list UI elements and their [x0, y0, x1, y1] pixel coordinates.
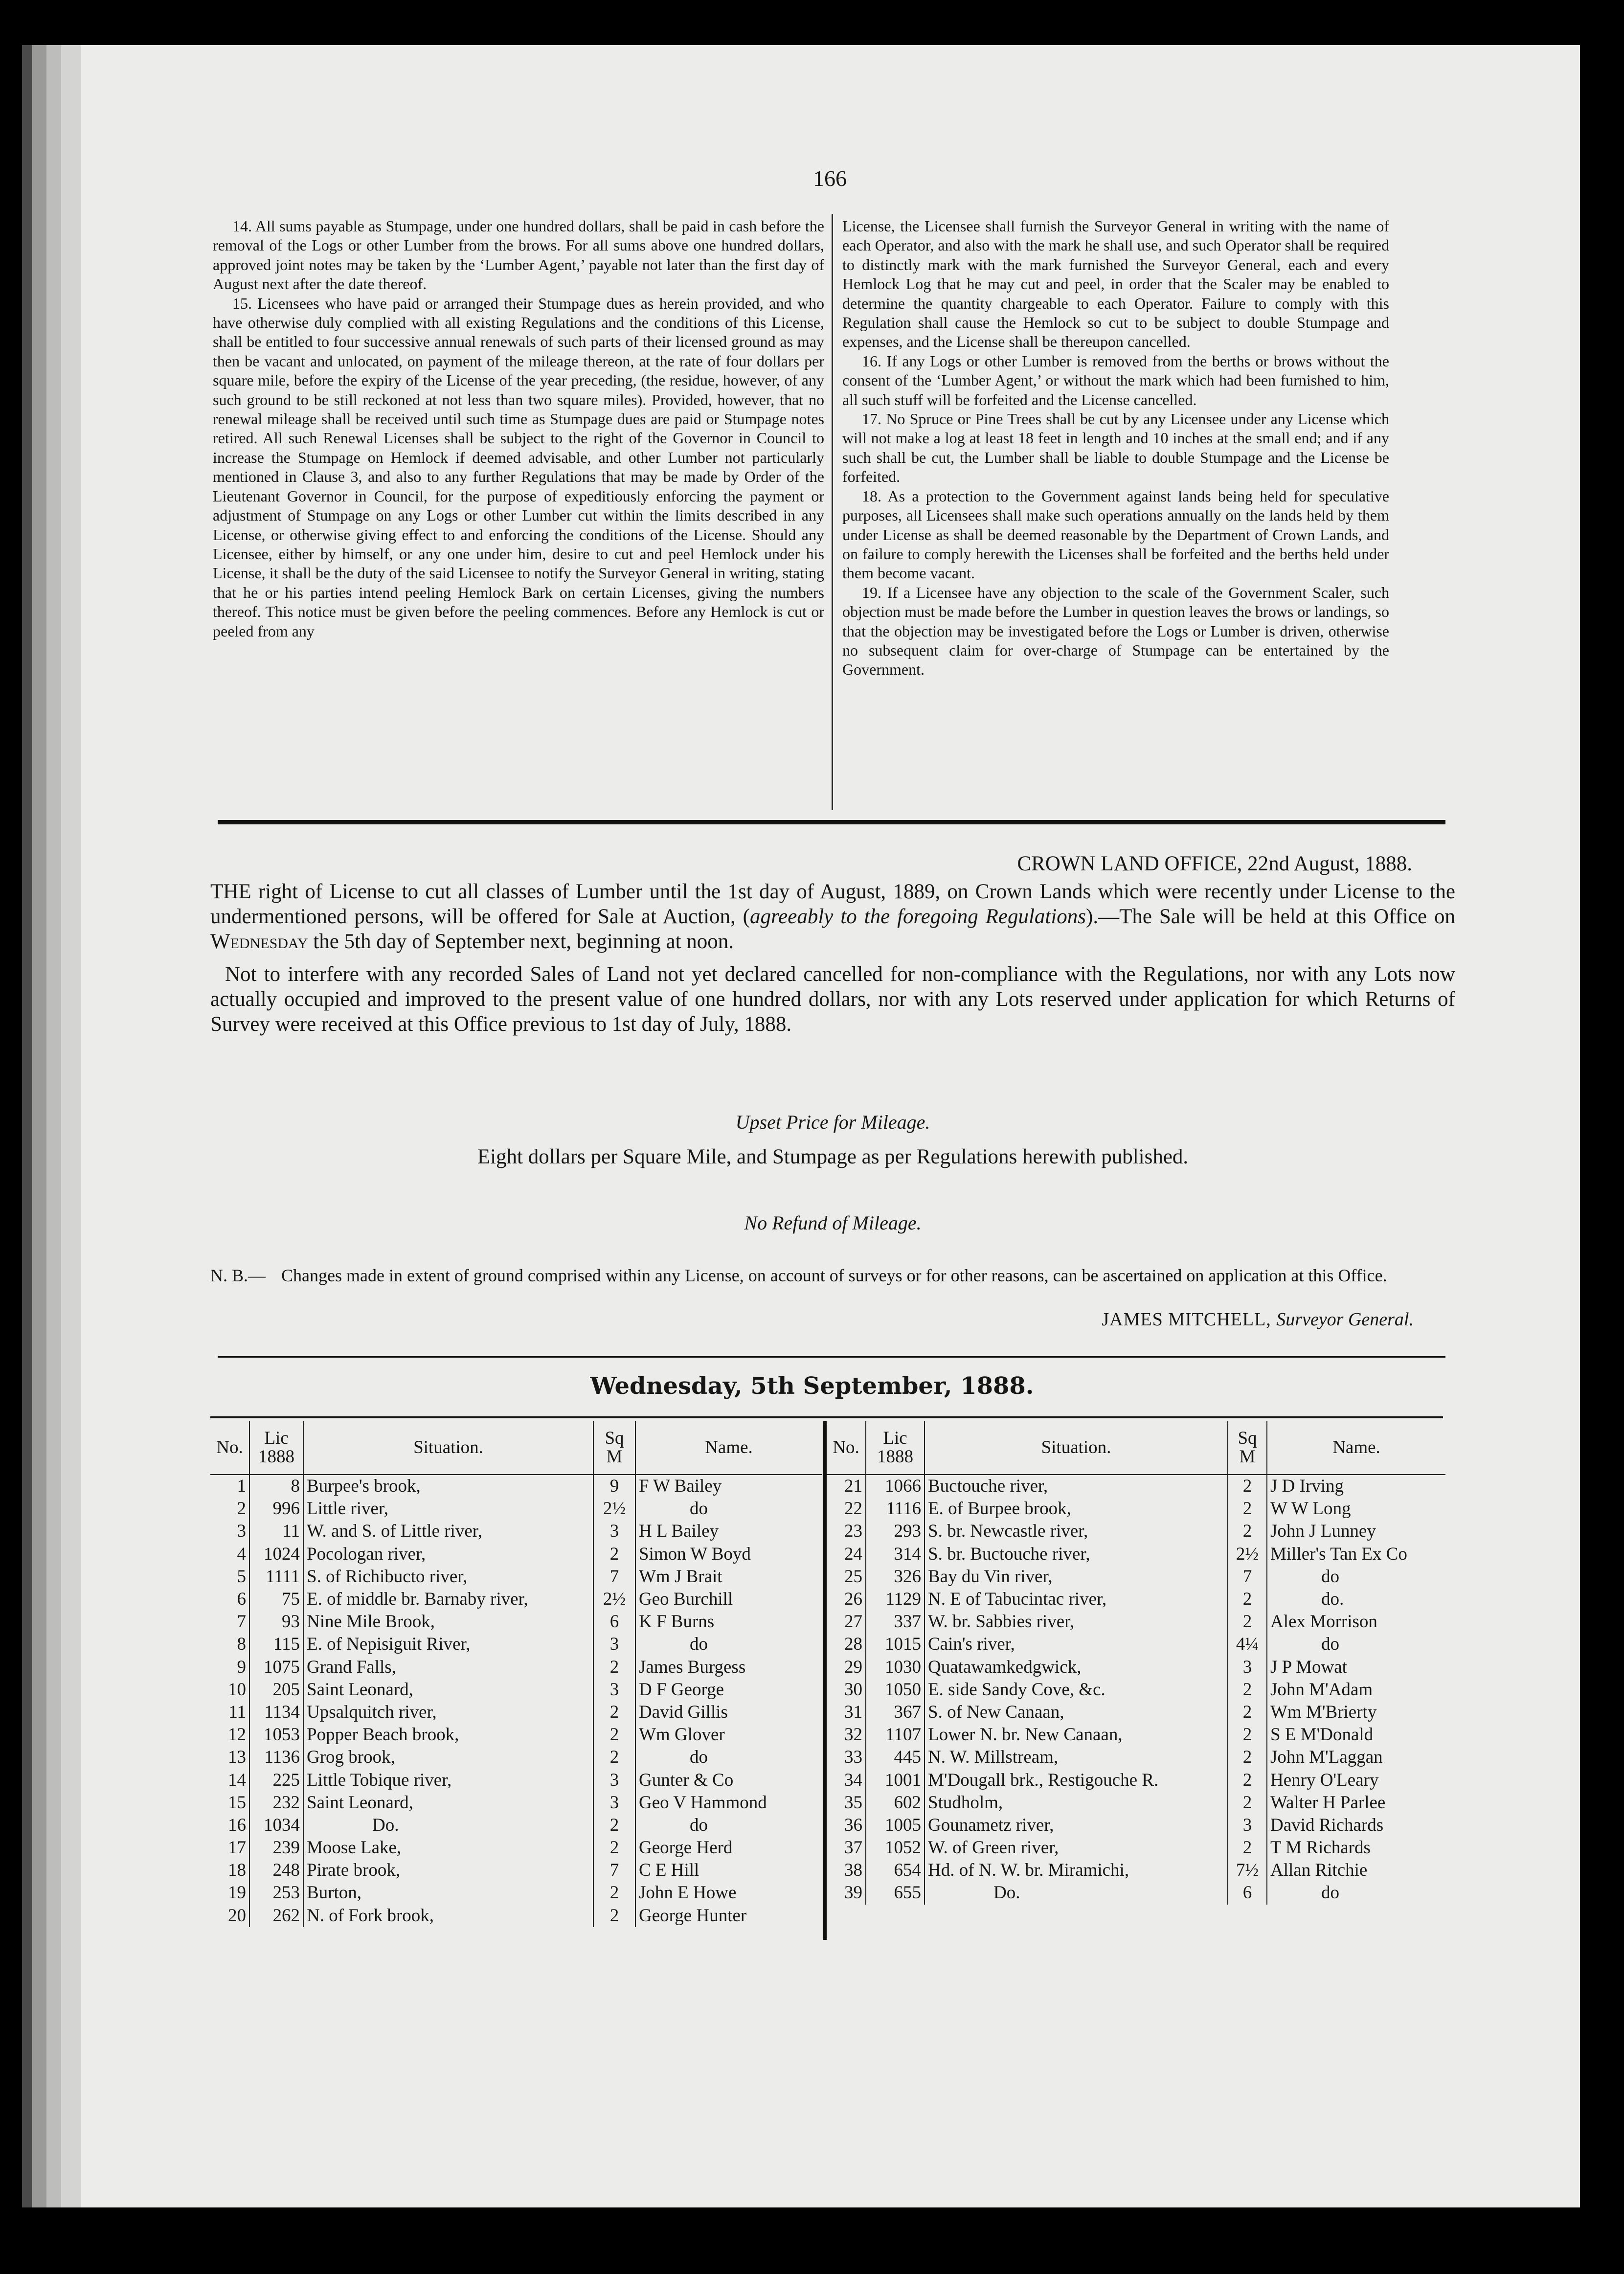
license-number: 996 — [249, 1498, 303, 1520]
licensee-name-cell: Walter H Parlee — [1270, 1792, 1386, 1813]
licensee-name-cell: Wm M'Brierty — [1270, 1702, 1377, 1722]
square-miles-cell: 4¼ — [1228, 1633, 1267, 1656]
regulation-18: 18. As a protection to the Government against lands being held for speculative purposes, all Licensees shall make such operations annually on the lands held by them under License as shall be deemed reasonable by the Department of Crown Lands, and on failure to comply herewith the Licenses shall be forfeited and the berths held under them become vacant. — [842, 487, 1389, 582]
square-miles-cell: 3 — [593, 1520, 635, 1543]
situation-cell: Saint Leonard, — [303, 1792, 593, 1814]
notice-text: the 5th day of September next, beginning at noon. — [308, 930, 734, 953]
table-row — [210, 1656, 822, 1679]
license-number: 655 — [866, 1882, 925, 1904]
row-number: 27 — [827, 1611, 866, 1633]
table-row — [827, 1701, 1445, 1724]
license-number: 602 — [866, 1792, 925, 1814]
licensee-name-cell: David Gillis — [639, 1702, 728, 1722]
licensee-name-cell: George Hunter — [639, 1905, 747, 1926]
row-number: 16 — [210, 1814, 249, 1837]
header-situation: Situation. — [303, 1421, 593, 1475]
square-miles-cell: 3 — [593, 1792, 635, 1814]
square-miles-cell: 2 — [1228, 1769, 1267, 1791]
license-number: 1129 — [866, 1588, 925, 1611]
table-divider — [823, 1421, 827, 1940]
row-number: 17 — [210, 1837, 249, 1859]
section-rule — [218, 820, 1445, 824]
table-row — [210, 1701, 822, 1724]
licensee-name-cell: Henry O'Leary — [1270, 1770, 1379, 1790]
header-lic-top: Lic — [264, 1428, 289, 1448]
price-statement: Eight dollars per Square Mile, and Stumpage as per Regulations herewith published. — [477, 1145, 1189, 1168]
schedule-title: Wednesday, 5th September, 1888. — [590, 1372, 1034, 1400]
row-number: 18 — [210, 1859, 249, 1882]
license-number: 367 — [866, 1701, 925, 1724]
regulation-15: 15. Licensees who have paid or arranged their Stumpage dues as herein provided, and who have otherwise duly complied with all existing Regulations and the conditions of this License, shall be entitled to four successive annual renewals of such parts of their licensed ground as may then be vacant and unlocated, on payment of the mileage thereon, at the rate of four dollars per square mile, before the expiry of the License of the year preceding, (the residue, however, of any such ground to be still reckoned at not less than two square miles). Provided, however, that no renewal mileage shall be received until such time as Stumpage dues are paid or Stumpage notes retired. All such Renewal Licenses shall be subject to the right of the Governor in Council to increase the Stumpage on Hemlock if deemed advisable, and other Lumber not particularly mentioned in Clause 3, and also to any further Regulations that may be made by Order of the Lieutenant Governor in Council, for the purpose of expeditiously enforcing the payment or adjustment of Stumpage on any Logs or other Lumber cut within the limits described in any License, or otherwise giving effect to and enforcing the conditions of the License. Should any Licensee, either by himself, or any one under him, desire to cut and peel Hemlock under his License, it shall be the duty of the said Licensee to notify the Surveyor General in writing, stating that he or his parties intend peeling Hemlock Bark on certain Licenses, giving the numbers thereof. This notice must be given before the peeling commences. Before any Hemlock is cut or peeled from any — [213, 294, 824, 640]
license-number: 115 — [249, 1633, 303, 1656]
situation-cell: Lower N. br. New Canaan, — [925, 1724, 1228, 1746]
square-miles-cell: 6 — [1228, 1882, 1267, 1904]
licensee-name-cell: H L Bailey — [639, 1521, 719, 1542]
table-row — [827, 1724, 1445, 1746]
license-number: 314 — [866, 1543, 925, 1566]
situation-cell: Little river, — [303, 1498, 593, 1520]
licensee-name-cell: do — [1321, 1566, 1339, 1587]
square-miles-cell: 7 — [593, 1859, 635, 1882]
licensee-name-cell: David Richards — [1270, 1815, 1384, 1835]
header-name: Name. — [1267, 1421, 1445, 1475]
table-row — [210, 1543, 822, 1566]
row-number: 20 — [210, 1905, 249, 1927]
licensee-name-cell: John M'Laggan — [1270, 1747, 1383, 1768]
situation-cell: Gounametz river, — [925, 1814, 1228, 1837]
table-row — [827, 1498, 1445, 1520]
situation-cell: N. of Fork brook, — [303, 1905, 593, 1927]
notice-day: Wednesday — [210, 930, 308, 953]
schedule-rule — [218, 1356, 1445, 1358]
square-miles-cell: 2 — [593, 1905, 635, 1927]
table-row — [210, 1520, 822, 1543]
license-number: 248 — [249, 1859, 303, 1882]
row-number: 30 — [827, 1679, 866, 1701]
table-row — [210, 1724, 822, 1746]
row-number: 7 — [210, 1611, 249, 1633]
square-miles-cell: 2 — [593, 1746, 635, 1769]
situation-cell: Buctouche river, — [925, 1475, 1228, 1498]
table-row — [210, 1498, 822, 1520]
licensee-name-cell: Alex Morrison — [1270, 1612, 1377, 1632]
notice-text: THE right of License to cut all classes of Lumber until the 1st day of August, 1889, on Crown Lands which were recently under License to the undermentioned persons, will be offered for Sale at Auction, ( — [210, 880, 1455, 928]
licensee-name-cell: James Burgess — [639, 1657, 746, 1677]
header-lic-bottom: 1888 — [877, 1447, 913, 1467]
licensee-name-cell: Geo Burchill — [639, 1589, 733, 1610]
situation-cell: Grog brook, — [303, 1746, 593, 1769]
license-number: 253 — [249, 1882, 303, 1904]
situation-cell: Cain's river, — [925, 1633, 1228, 1656]
situation-cell: Burpee's brook, — [303, 1475, 593, 1498]
table-row — [827, 1475, 1445, 1498]
license-number: 205 — [249, 1679, 303, 1701]
licensee-name-cell: J P Mowat — [1270, 1657, 1347, 1677]
license-number: 1116 — [866, 1498, 925, 1520]
header-lic — [249, 1421, 303, 1475]
header-no: No. — [210, 1421, 249, 1475]
license-table-right — [827, 1421, 1445, 1905]
row-number: 12 — [210, 1724, 249, 1746]
situation-cell: W. br. Sabbies river, — [925, 1611, 1228, 1633]
situation-cell: W. of Green river, — [925, 1837, 1228, 1859]
license-number: 1107 — [866, 1724, 925, 1746]
regulation-15-continued: License, the Licensee shall furnish the Surveyor General in writing with the name of each Operator, and also with the mark he shall use, and such Operator shall be required to distinctly mark with the mark furnished the Surveyor General, each and every Hemlock Log that he may cut and peel, in order that the Scaler may be enabled to determine the quantity chargeable to each Operator. Failure to comply with this Regulation shall cause the Hemlock so cut to be subject to double Stumpage and expenses, and the License shall be thereupon cancelled. — [842, 217, 1389, 351]
row-number: 10 — [210, 1679, 249, 1701]
license-number: 1034 — [249, 1814, 303, 1837]
header-sqm — [593, 1421, 635, 1475]
situation-cell: Saint Leonard, — [303, 1679, 593, 1701]
licensee-name-cell: John J Lunney — [1270, 1521, 1376, 1542]
row-number: 4 — [210, 1543, 249, 1566]
situation-cell: Upsalquitch river, — [303, 1701, 593, 1724]
square-miles-cell: 2½ — [1228, 1543, 1267, 1566]
table-row — [827, 1543, 1445, 1566]
licensee-name-cell: do — [1321, 1883, 1339, 1903]
license-table-left — [210, 1421, 822, 1927]
situation-cell: Moose Lake, — [303, 1837, 593, 1859]
license-number: 293 — [866, 1520, 925, 1543]
situation-cell: Popper Beach brook, — [303, 1724, 593, 1746]
table-row — [827, 1859, 1445, 1882]
table-row — [210, 1905, 822, 1927]
table-row — [827, 1882, 1445, 1904]
license-number: 337 — [866, 1611, 925, 1633]
licensee-name-cell: Wm Glover — [639, 1725, 725, 1745]
signature-name: JAMES MITCHELL, — [1102, 1309, 1271, 1330]
table-row — [210, 1633, 822, 1656]
situation-cell: N. W. Millstream, — [925, 1746, 1228, 1769]
license-number: 1075 — [249, 1656, 303, 1679]
page-number: 166 — [813, 166, 847, 191]
row-number: 2 — [210, 1498, 249, 1520]
situation-cell: S. br. Newcastle river, — [925, 1520, 1228, 1543]
notice-italic-text: agreeably to the foregoing Regulations — [750, 905, 1086, 928]
license-number: 1136 — [249, 1746, 303, 1769]
row-number: 32 — [827, 1724, 866, 1746]
license-number: 262 — [249, 1905, 303, 1927]
nb-note — [210, 1265, 1458, 1286]
license-number: 1053 — [249, 1724, 303, 1746]
table-row — [827, 1679, 1445, 1701]
license-number: 1001 — [866, 1769, 925, 1791]
table-row — [827, 1746, 1445, 1769]
square-miles-cell: 2 — [1228, 1724, 1267, 1746]
row-number: 29 — [827, 1656, 866, 1679]
table-row — [210, 1837, 822, 1859]
row-number: 6 — [210, 1588, 249, 1611]
table-row — [210, 1588, 822, 1611]
situation-cell: Pirate brook, — [303, 1859, 593, 1882]
table-row — [827, 1611, 1445, 1633]
table-header-row — [827, 1421, 1445, 1475]
header-sqm — [1228, 1421, 1267, 1475]
table-header-row — [210, 1421, 822, 1475]
square-miles-cell: 2 — [593, 1837, 635, 1859]
row-number: 34 — [827, 1769, 866, 1791]
license-number: 1052 — [866, 1837, 925, 1859]
license-number: 232 — [249, 1792, 303, 1814]
table-row — [827, 1566, 1445, 1588]
header-sqm-bottom: M — [606, 1447, 623, 1467]
row-number: 3 — [210, 1520, 249, 1543]
situation-cell: Pocologan river, — [303, 1543, 593, 1566]
row-number: 33 — [827, 1746, 866, 1769]
square-miles-cell: 2 — [1228, 1520, 1267, 1543]
licensee-name-cell: do — [690, 1499, 708, 1519]
situation-cell: W. and S. of Little river, — [303, 1520, 593, 1543]
licensee-name-cell: C E Hill — [639, 1860, 699, 1881]
row-number: 23 — [827, 1520, 866, 1543]
table-row — [827, 1520, 1445, 1543]
licensee-name-cell: Miller's Tan Ex Co — [1270, 1544, 1407, 1564]
row-number: 37 — [827, 1837, 866, 1859]
situation-cell: E. of middle br. Barnaby river, — [303, 1588, 593, 1611]
header-lic-bottom: 1888 — [258, 1447, 294, 1467]
square-miles-cell: 2 — [593, 1656, 635, 1679]
row-number: 5 — [210, 1566, 249, 1588]
situation-cell: Little Tobique river, — [303, 1769, 593, 1791]
row-number: 31 — [827, 1701, 866, 1724]
upset-price-heading: Upset Price for Mileage. — [735, 1111, 930, 1133]
notice-paragraph-2: Not to interfere with any recorded Sales of Land not yet declared cancelled for non-compliance with the Regulations, nor with any Lots now actually occupied and improved to the present value of one hundred dollars, nor with any Lots reserved under application for which Returns of Survey were received at this Office previous to 1st day of July, 1888. — [210, 963, 1455, 1036]
square-miles-cell: 3 — [1228, 1814, 1267, 1837]
square-miles-cell: 7½ — [1228, 1859, 1267, 1882]
table-row — [827, 1837, 1445, 1859]
square-miles-cell: 2 — [1228, 1701, 1267, 1724]
table-row — [827, 1588, 1445, 1611]
column-divider — [832, 214, 833, 810]
regulations-right-column — [842, 217, 1389, 680]
auction-notice — [210, 851, 1455, 1037]
row-number: 35 — [827, 1792, 866, 1814]
row-number: 38 — [827, 1859, 866, 1882]
situation-cell: M'Dougall brk., Restigouche R. — [925, 1769, 1228, 1791]
row-number: 21 — [827, 1475, 866, 1498]
table-row — [210, 1679, 822, 1701]
header-name: Name. — [635, 1421, 822, 1475]
row-number: 24 — [827, 1543, 866, 1566]
license-number: 445 — [866, 1746, 925, 1769]
row-number: 11 — [210, 1701, 249, 1724]
square-miles-cell: 6 — [593, 1611, 635, 1633]
row-number: 15 — [210, 1792, 249, 1814]
row-number: 9 — [210, 1656, 249, 1679]
header-no: No. — [827, 1421, 866, 1475]
row-number: 13 — [210, 1746, 249, 1769]
table-row — [827, 1814, 1445, 1837]
row-number: 1 — [210, 1475, 249, 1498]
square-miles-cell: 2 — [1228, 1475, 1267, 1498]
license-number: 93 — [249, 1611, 303, 1633]
table-row — [827, 1769, 1445, 1791]
square-miles-cell: 2 — [593, 1814, 635, 1837]
table-row — [210, 1566, 822, 1588]
notice-dateline: CROWN LAND OFFICE, 22nd August, 1888. — [1017, 852, 1412, 875]
row-number: 26 — [827, 1588, 866, 1611]
regulation-17: 17. No Spruce or Pine Trees shall be cut by any Licensee under any License which will not make a log at least 18 feet in length and 10 inches at the small end; and if any such shall be cut, the Lumber shall be liable to double Stumpage and the License be forfeited. — [842, 410, 1389, 486]
situation-cell: N. E of Tabucintac river, — [925, 1588, 1228, 1611]
header-sqm-top: Sq — [1238, 1428, 1257, 1448]
table-row — [827, 1792, 1445, 1814]
table-row — [210, 1814, 822, 1837]
no-refund-heading: No Refund of Mileage. — [744, 1212, 922, 1234]
licensee-name-cell: W W Long — [1270, 1499, 1351, 1519]
licensee-name-cell: Simon W Boyd — [639, 1544, 751, 1564]
table-row — [210, 1882, 822, 1904]
licensee-name-cell: do. — [1321, 1589, 1344, 1610]
license-number: 1015 — [866, 1633, 925, 1656]
table-row — [210, 1475, 822, 1498]
licensee-name-cell: do — [1321, 1634, 1339, 1655]
license-number: 1111 — [249, 1566, 303, 1588]
table-row — [210, 1746, 822, 1769]
situation-cell: Grand Falls, — [303, 1656, 593, 1679]
situation-cell: Hd. of N. W. br. Miramichi, — [925, 1859, 1228, 1882]
situation-cell: Do. — [303, 1814, 593, 1837]
square-miles-cell: 2 — [1228, 1837, 1267, 1859]
licensee-name-cell: T M Richards — [1270, 1838, 1371, 1858]
licensee-name-cell: Gunter & Co — [639, 1770, 734, 1790]
square-miles-cell: 2 — [1228, 1611, 1267, 1633]
signature — [1102, 1309, 1414, 1330]
table-row — [210, 1769, 822, 1791]
square-miles-cell: 7 — [1228, 1566, 1267, 1588]
license-number: 1030 — [866, 1656, 925, 1679]
square-miles-cell: 2 — [593, 1701, 635, 1724]
header-sqm-top: Sq — [605, 1428, 624, 1448]
row-number: 39 — [827, 1882, 866, 1904]
regulation-19: 19. If a Licensee have any objection to the scale of the Government Scaler, such objection must be made before the Lumber in question leaves the brows or landings, so that the objection may be investigated before the Logs or Lumber is driven, otherwise no subsequent claim for over-charge of Stumpage can be entertained by the Government. — [842, 583, 1389, 679]
licensee-name-cell: George Herd — [639, 1838, 733, 1858]
license-number: 326 — [866, 1566, 925, 1588]
license-number: 11 — [249, 1520, 303, 1543]
table-row — [827, 1633, 1445, 1656]
square-miles-cell: 2½ — [593, 1498, 635, 1520]
license-number: 75 — [249, 1588, 303, 1611]
license-number: 8 — [249, 1475, 303, 1498]
licensee-name-cell: do — [690, 1747, 708, 1768]
license-number: 654 — [866, 1859, 925, 1882]
situation-cell: E. side Sandy Cove, &c. — [925, 1679, 1228, 1701]
row-number: 19 — [210, 1882, 249, 1904]
table-row — [210, 1859, 822, 1882]
situation-cell: Do. — [925, 1882, 1228, 1904]
license-number: 239 — [249, 1837, 303, 1859]
square-miles-cell: 3 — [1228, 1656, 1267, 1679]
licensee-name-cell: do — [690, 1634, 708, 1655]
table-top-rule — [210, 1416, 1443, 1418]
nb-label: N. B.— — [210, 1266, 266, 1285]
table-row — [210, 1611, 822, 1633]
square-miles-cell: 3 — [593, 1769, 635, 1791]
licensee-name-cell: K F Burns — [639, 1612, 715, 1632]
header-lic-top: Lic — [883, 1428, 907, 1448]
square-miles-cell: 2 — [1228, 1588, 1267, 1611]
signature-title: Surveyor General. — [1276, 1309, 1414, 1330]
licensee-name-cell: John E Howe — [639, 1883, 737, 1903]
row-number: 28 — [827, 1633, 866, 1656]
situation-cell: Nine Mile Brook, — [303, 1611, 593, 1633]
square-miles-cell: 2½ — [593, 1588, 635, 1611]
situation-cell: Bay du Vin river, — [925, 1566, 1228, 1588]
situation-cell: E. of Burpee brook, — [925, 1498, 1228, 1520]
square-miles-cell: 3 — [593, 1633, 635, 1656]
license-number: 1050 — [866, 1679, 925, 1701]
square-miles-cell: 3 — [593, 1679, 635, 1701]
table-row — [210, 1792, 822, 1814]
header-situation: Situation. — [925, 1421, 1228, 1475]
header-lic — [866, 1421, 925, 1475]
row-number: 8 — [210, 1633, 249, 1656]
license-number: 1024 — [249, 1543, 303, 1566]
regulation-16: 16. If any Logs or other Lumber is removed from the berths or brows without the consent of the ‘Lumber Agent,’ or without the mark which had been furnished to him, all such stuff will be forfeited and the License cancelled. — [842, 352, 1389, 409]
notice-paragraph-1 — [210, 879, 1455, 954]
regulations-left-column — [213, 217, 824, 641]
licensee-name-cell: Wm J Brait — [639, 1566, 722, 1587]
row-number: 36 — [827, 1814, 866, 1837]
licensee-name-cell: Allan Ritchie — [1270, 1860, 1368, 1881]
square-miles-cell: 9 — [593, 1475, 635, 1498]
licensee-name-cell: John M'Adam — [1270, 1679, 1373, 1700]
licensee-name-cell: Geo V Hammond — [639, 1792, 767, 1813]
row-number: 22 — [827, 1498, 866, 1520]
situation-cell: S. of Richibucto river, — [303, 1566, 593, 1588]
square-miles-cell: 2 — [1228, 1679, 1267, 1701]
licensee-name-cell: do — [690, 1815, 708, 1835]
regulation-14: 14. All sums payable as Stumpage, under one hundred dollars, shall be paid in cash before the removal of the Logs or other Lumber from the brows. For all sums above one hundred dollars, approved joint notes may be taken by the ‘Lumber Agent,’ payable not later than the first day of August next after the date thereof. — [213, 217, 824, 293]
header-sqm-bottom: M — [1239, 1447, 1256, 1467]
license-number: 1066 — [866, 1475, 925, 1498]
square-miles-cell: 2 — [1228, 1746, 1267, 1769]
square-miles-cell: 7 — [593, 1566, 635, 1588]
nb-text: Changes made in extent of ground comprised within any License, on account of surveys or for other reasons, can be ascertained on application at this Office. — [281, 1266, 1387, 1285]
license-number: 225 — [249, 1769, 303, 1791]
situation-cell: Quatawamkedgwick, — [925, 1656, 1228, 1679]
situation-cell: S. of New Canaan, — [925, 1701, 1228, 1724]
situation-cell: Burton, — [303, 1882, 593, 1904]
square-miles-cell: 2 — [593, 1543, 635, 1566]
situation-cell: E. of Nepisiguit River, — [303, 1633, 593, 1656]
licensee-name-cell: F W Bailey — [639, 1476, 722, 1497]
licensee-name-cell: S E M'Donald — [1270, 1725, 1374, 1745]
row-number: 25 — [827, 1566, 866, 1588]
square-miles-cell: 2 — [593, 1724, 635, 1746]
licensee-name-cell: J D Irving — [1270, 1476, 1344, 1497]
square-miles-cell: 2 — [1228, 1792, 1267, 1814]
table-row — [827, 1656, 1445, 1679]
row-number: 14 — [210, 1769, 249, 1791]
license-number: 1005 — [866, 1814, 925, 1837]
situation-cell: S. br. Buctouche river, — [925, 1543, 1228, 1566]
square-miles-cell: 2 — [593, 1882, 635, 1904]
notice-text: ).—The Sale will be held at this Office on — [1086, 905, 1455, 928]
square-miles-cell: 2 — [1228, 1498, 1267, 1520]
licensee-name-cell: D F George — [639, 1679, 724, 1700]
situation-cell: Studholm, — [925, 1792, 1228, 1814]
license-number: 1134 — [249, 1701, 303, 1724]
